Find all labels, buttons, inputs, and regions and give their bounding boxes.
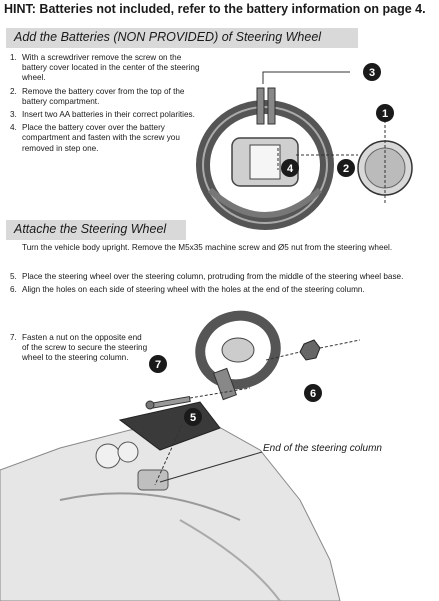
step-text: Place the steering wheel over the steering column, protruding from the middle of the steering wheel base. (22, 272, 404, 281)
step-number: 4. (10, 123, 17, 133)
attach-intro: Turn the vehicle body upright. Remove the M5x35 machine screw and Ø5 nut from the steering wheel. (22, 243, 393, 252)
step-number: 2. (10, 86, 17, 96)
step-text: With a screwdriver remove the screw on the battery cover located in the center of the steering wheel. (22, 53, 200, 83)
callout-badge-7 (149, 355, 167, 373)
section-title-batteries: Add the Batteries (NON PROVIDED) of Steering Wheel (6, 28, 358, 48)
svg-text:4: 4 (286, 163, 294, 175)
svg-text:3: 3 (368, 67, 376, 79)
step-number: 5. (10, 272, 17, 281)
hint-text: HINT: Batteries not included, refer to the battery information on page 4. (4, 2, 426, 16)
step-text: Place the battery cover over the battery compartment and fasten with the screw you removed in step one. (22, 123, 180, 153)
steering-wheel-illustration (203, 107, 327, 223)
step-number: 6. (10, 285, 17, 295)
svg-text:2: 2 (342, 163, 350, 175)
step-text: Insert two AA batteries in their correct polarities. (22, 110, 195, 120)
callout-badge-2 (337, 159, 355, 177)
section-title-attach: Attache the Steering Wheel (6, 220, 186, 240)
step-text: Fasten a nut on the opposite end of the screw to secure the steering wheel to the steering column. (22, 333, 148, 363)
svg-text:1: 1 (381, 108, 389, 120)
svg-text:6: 6 (309, 388, 317, 400)
svg-text:7: 7 (154, 359, 162, 371)
step-text: Align the holes on each side of steering wheel with the holes at the end of the steering column. (22, 285, 365, 295)
battery-cover-illustration (358, 120, 412, 205)
step-number: 7. (10, 333, 17, 342)
callout-badge-6 (304, 384, 322, 402)
svg-text:5: 5 (189, 412, 197, 424)
step-text: Remove the battery cover from the top of the battery compartment. (22, 86, 185, 106)
callout-badge-4 (281, 159, 299, 177)
steering-wheel-illustration-2 (192, 307, 283, 399)
callout-badge-5 (184, 408, 202, 426)
car-illustration (0, 402, 340, 601)
steering-column-label: End of the steering column (263, 443, 382, 454)
callout-badge-1 (376, 104, 394, 122)
callout-badge-3 (363, 63, 381, 81)
step-number: 3. (10, 110, 17, 120)
step-number: 1. (10, 53, 17, 62)
